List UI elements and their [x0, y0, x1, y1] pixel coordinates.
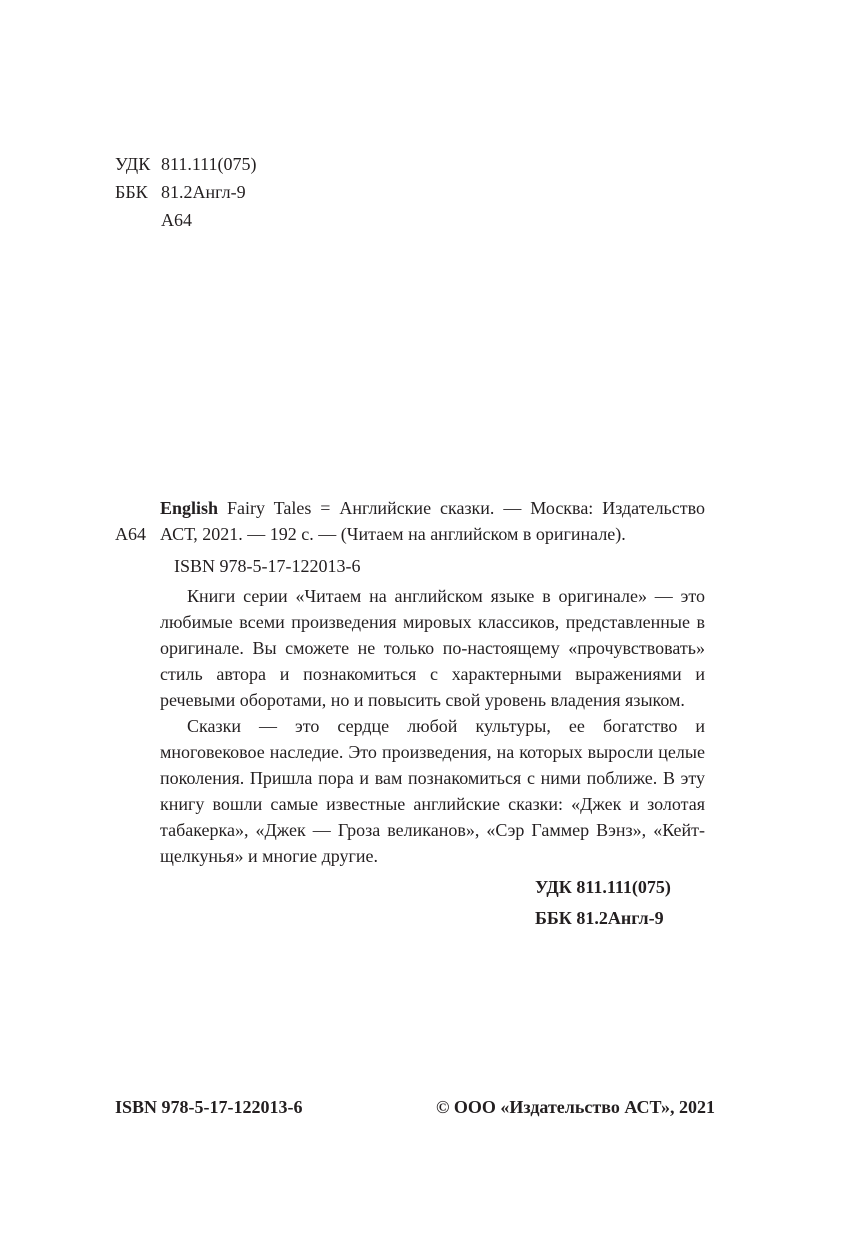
- entry-isbn: ISBN 978-5-17-122013-6: [174, 556, 361, 576]
- title-rest: Fairy Tales = Английские сказки. — Москва: Издательство АСТ, 2021. — 192 с. — (Читаем на английском в оригинале).: [160, 498, 705, 544]
- annotation-paragraph-1: Книги серии «Читаем на английском языке в оригинале» — это любимые всеми произведения мировых классиков, представленные в оригинале. Вы сможете не только по-настоящему «прочувствовать» стиль автора и познакомиться с характерными выражениями и речевыми оборотами, но и повысить свой уровень владения языком.: [160, 586, 705, 710]
- author-mark: А64: [161, 210, 192, 230]
- bottom-classification-block: [535, 872, 671, 934]
- bbk-value: 81.2Англ-9: [161, 182, 246, 202]
- top-classification-block: [115, 150, 256, 234]
- title-bold: English: [160, 498, 219, 518]
- udk-label: УДК: [115, 154, 151, 174]
- bottom-bbk: ББК 81.2Англ-9: [535, 908, 664, 928]
- footer-copyright: © ООО «Издательство АСТ», 2021: [435, 1097, 715, 1117]
- udk-row: [115, 150, 256, 178]
- udk-value: 811.111(075): [161, 154, 257, 174]
- entry-title: [160, 495, 705, 547]
- annotation-paragraph-2: Сказки — это сердце любой культуры, ее богатство и многовековое наследие. Это произведения, на которых выросли целые поколения. Пришла пора и вам познакомиться с ними поближе. В эту книгу вошли самые известные английские сказки: «Джек и золотая табакерка», «Джек — Гроза великанов», «Сэр Гаммер Вэнз», «Кейт-щелкунья» и многие другие.: [160, 716, 705, 866]
- bbk-row: [115, 178, 256, 206]
- footer: [115, 1097, 715, 1118]
- bbk-label: ББК: [115, 182, 148, 202]
- bottom-udk: УДК 811.111(075): [535, 877, 671, 897]
- footer-isbn: ISBN 978-5-17-122013-6: [115, 1097, 303, 1117]
- bibliographic-entry: [160, 495, 705, 869]
- margin-author-mark: А64: [115, 524, 146, 544]
